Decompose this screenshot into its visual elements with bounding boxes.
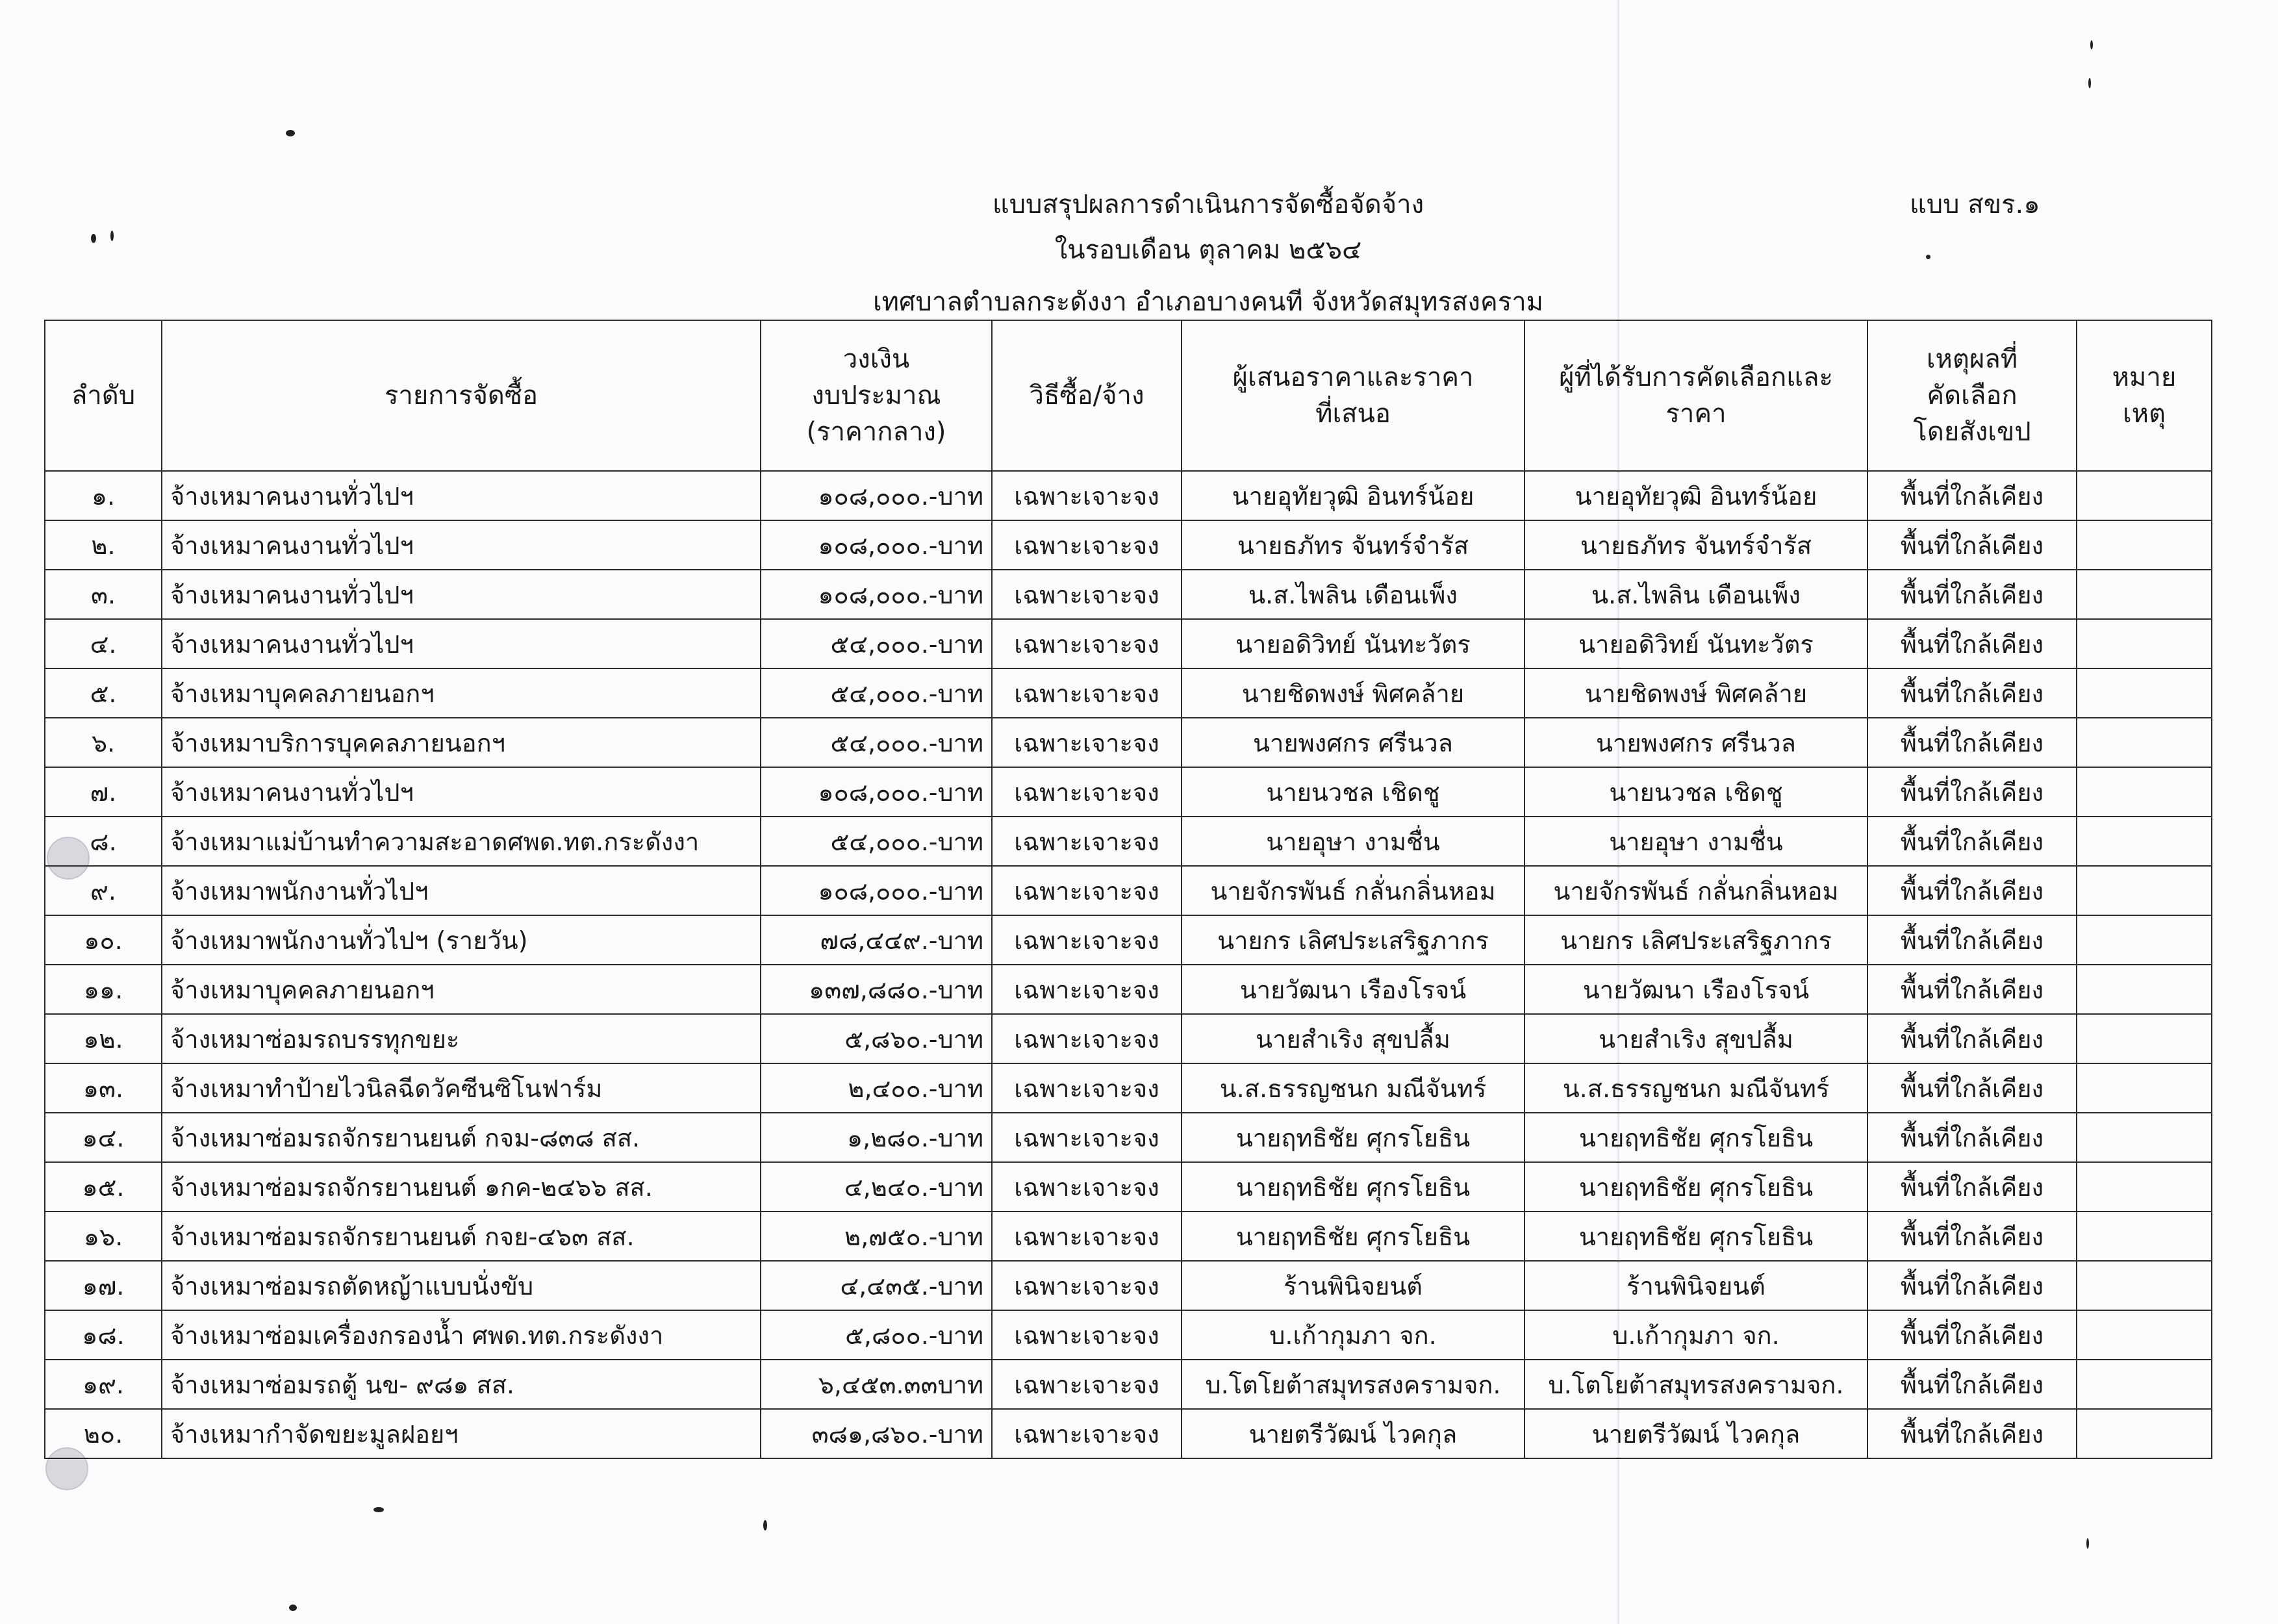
budget-amount: ๕,๘๖๐.-บาท	[761, 1014, 992, 1063]
selection-reason: พื้นที่ใกล้เคียง	[1867, 1261, 2077, 1310]
row-number: ๑๘.	[45, 1310, 162, 1360]
row-number: ๑๓.	[45, 1063, 162, 1113]
table-header-row	[45, 320, 2212, 471]
budget-amount: ๑๐๘,๐๐๐.-บาท	[761, 767, 992, 817]
row-number: ๙.	[45, 866, 162, 915]
procurement-method: เฉพาะเจาะจง	[992, 1261, 1182, 1310]
procurement-method: เฉพาะเจาะจง	[992, 915, 1182, 965]
item-description: จ้างเหมาทำป้ายไวนิลฉีดวัคซีนซิโนฟาร์ม	[162, 1063, 761, 1113]
table-row	[45, 1113, 2212, 1162]
procurement-method: เฉพาะเจาะจง	[992, 520, 1182, 570]
bidder-name: นายกร เลิศประเสริฐภากร	[1182, 915, 1525, 965]
budget-amount: ๔,๒๔๐.-บาท	[761, 1162, 992, 1212]
row-number: ๔.	[45, 619, 162, 668]
bidder-name: นายวัฒนา เรืองโรจน์	[1182, 965, 1525, 1014]
remark	[2077, 915, 2212, 965]
item-description: จ้างเหมาพนักงานทั่วไปฯ	[162, 866, 761, 915]
row-number: ๑๙.	[45, 1360, 162, 1409]
budget-amount: ๕๔,๐๐๐.-บาท	[761, 718, 992, 767]
budget-amount: ๑๐๘,๐๐๐.-บาท	[761, 866, 992, 915]
table-row	[45, 1310, 2212, 1360]
header-bidders: ผู้เสนอราคาและราคา ที่เสนอ	[1182, 320, 1525, 471]
selected-vendor: บ.เก้ากุมภา จก.	[1525, 1310, 1867, 1360]
procurement-method: เฉพาะเจาะจง	[992, 570, 1182, 619]
scan-speck	[91, 234, 96, 243]
row-number: ๑๑.	[45, 965, 162, 1014]
remark	[2077, 1360, 2212, 1409]
budget-amount: ๕๔,๐๐๐.-บาท	[761, 817, 992, 866]
procurement-method: เฉพาะเจาะจง	[992, 1212, 1182, 1261]
table-row	[45, 915, 2212, 965]
selected-vendor: นายฤทธิชัย ศุกรโยธิน	[1525, 1212, 1867, 1261]
item-description: จ้างเหมาคนงานทั่วไปฯ	[162, 570, 761, 619]
remark	[2077, 866, 2212, 915]
remark	[2077, 767, 2212, 817]
procurement-method: เฉพาะเจาะจง	[992, 767, 1182, 817]
bidder-name: บ.เก้ากุมภา จก.	[1182, 1310, 1525, 1360]
budget-amount: ๒,๗๕๐.-บาท	[761, 1212, 992, 1261]
item-description: จ้างเหมาคนงานทั่วไปฯ	[162, 520, 761, 570]
bidder-name: นายสำเริง สุขปลื้ม	[1182, 1014, 1525, 1063]
scan-speck	[110, 231, 114, 241]
row-number: ๑๐.	[45, 915, 162, 965]
budget-amount: ๖,๔๕๓.๓๓บาท	[761, 1360, 992, 1409]
budget-amount: ๑๓๗,๘๘๐.-บาท	[761, 965, 992, 1014]
scan-speck	[763, 1520, 767, 1530]
selection-reason: พื้นที่ใกล้เคียง	[1867, 570, 2077, 619]
selected-vendor: นายวัฒนา เรืองโรจน์	[1525, 965, 1867, 1014]
selection-reason: พื้นที่ใกล้เคียง	[1867, 1212, 2077, 1261]
row-number: ๓.	[45, 570, 162, 619]
remark	[2077, 520, 2212, 570]
selected-vendor: นายอุทัยวุฒิ อินทร์น้อย	[1525, 471, 1867, 520]
bidder-name: น.ส.ธรรญชนก มณีจันทร์	[1182, 1063, 1525, 1113]
procurement-method: เฉพาะเจาะจง	[992, 1063, 1182, 1113]
item-description: จ้างเหมาคนงานทั่วไปฯ	[162, 619, 761, 668]
bidder-name: นายพงศกร ศรีนวล	[1182, 718, 1525, 767]
bidder-name: นายฤทธิชัย ศุกรโยธิน	[1182, 1162, 1525, 1212]
header-no: ลำดับ	[45, 320, 162, 471]
bidder-name: นายอุทัยวุฒิ อินทร์น้อย	[1182, 471, 1525, 520]
selection-reason: พื้นที่ใกล้เคียง	[1867, 471, 2077, 520]
bidder-name: นายนวชล เชิดชู	[1182, 767, 1525, 817]
table-row	[45, 1360, 2212, 1409]
procurement-method: เฉพาะเจาะจง	[992, 1113, 1182, 1162]
remark	[2077, 1261, 2212, 1310]
bidder-name: นายอดิวิทย์ นันทะวัตร	[1182, 619, 1525, 668]
remark	[2077, 471, 2212, 520]
selection-reason: พื้นที่ใกล้เคียง	[1867, 866, 2077, 915]
selected-vendor: ร้านพินิจยนต์	[1525, 1261, 1867, 1310]
selection-reason: พื้นที่ใกล้เคียง	[1867, 619, 2077, 668]
document-organization: เทศบาลตำบลกระดังงา อำเภอบางคนที จังหวัดสมุทรสงคราม	[872, 287, 1544, 317]
table-row	[45, 1261, 2212, 1310]
row-number: ๑๔.	[45, 1113, 162, 1162]
budget-amount: ๓๘๑,๘๖๐.-บาท	[761, 1409, 992, 1458]
remark	[2077, 817, 2212, 866]
row-number: ๑๖.	[45, 1212, 162, 1261]
selected-vendor: น.ส.ธรรญชนก มณีจันทร์	[1525, 1063, 1867, 1113]
bidder-name: นายอุษา งามชื่น	[1182, 817, 1525, 866]
procurement-method: เฉพาะเจาะจง	[992, 471, 1182, 520]
selected-vendor: นายนวชล เชิดชู	[1525, 767, 1867, 817]
row-number: ๑.	[45, 471, 162, 520]
selected-vendor: นายกร เลิศประเสริฐภากร	[1525, 915, 1867, 965]
selection-reason: พื้นที่ใกล้เคียง	[1867, 1409, 2077, 1458]
budget-amount: ๕,๘๐๐.-บาท	[761, 1310, 992, 1360]
row-number: ๑๒.	[45, 1014, 162, 1063]
remark	[2077, 1212, 2212, 1261]
table-row	[45, 520, 2212, 570]
procurement-method: เฉพาะเจาะจง	[992, 1162, 1182, 1212]
row-number: ๑๕.	[45, 1162, 162, 1212]
selected-vendor: นายจักรพันธ์ กลั่นกลิ่นหอม	[1525, 866, 1867, 915]
scan-speck	[1926, 255, 1930, 259]
scan-speck	[373, 1507, 384, 1512]
budget-amount: ๑๐๘,๐๐๐.-บาท	[761, 471, 992, 520]
row-number: ๘.	[45, 817, 162, 866]
table-row	[45, 619, 2212, 668]
table-row	[45, 718, 2212, 767]
item-description: จ้างเหมาซ่อมรถจักรยานยนต์ ๑กค-๒๔๖๖ สส.	[162, 1162, 761, 1212]
remark	[2077, 1063, 2212, 1113]
bidder-name: ร้านพินิจยนต์	[1182, 1261, 1525, 1310]
item-description: จ้างเหมาบริการบุคคลภายนอกฯ	[162, 718, 761, 767]
selection-reason: พื้นที่ใกล้เคียง	[1867, 520, 2077, 570]
table-row	[45, 1063, 2212, 1113]
row-number: ๒.	[45, 520, 162, 570]
procurement-method: เฉพาะเจาะจง	[992, 866, 1182, 915]
selected-vendor: นายสำเริง สุขปลื้ม	[1525, 1014, 1867, 1063]
item-description: จ้างเหมาพนักงานทั่วไปฯ (รายวัน)	[162, 915, 761, 965]
item-description: จ้างเหมาซ่อมรถจักรยานยนต์ กจม-๘๓๘ สส.	[162, 1113, 761, 1162]
remark	[2077, 668, 2212, 718]
selection-reason: พื้นที่ใกล้เคียง	[1867, 1113, 2077, 1162]
bidder-name: นายฤทธิชัย ศุกรโยธิน	[1182, 1113, 1525, 1162]
table-row	[45, 1162, 2212, 1212]
bidder-name: นายตรีวัฒน์ ไวคกุล	[1182, 1409, 1525, 1458]
item-description: จ้างเหมากำจัดขยะมูลฝอยฯ	[162, 1409, 761, 1458]
row-number: ๗.	[45, 767, 162, 817]
row-number: ๑๗.	[45, 1261, 162, 1310]
item-description: จ้างเหมาซ่อมรถตัดหญ้าแบบนั่งขับ	[162, 1261, 761, 1310]
table-row	[45, 767, 2212, 817]
table-row	[45, 668, 2212, 718]
selection-reason: พื้นที่ใกล้เคียง	[1867, 965, 2077, 1014]
selection-reason: พื้นที่ใกล้เคียง	[1867, 915, 2077, 965]
selected-vendor: นายธภัทร จันทร์จำรัส	[1525, 520, 1867, 570]
selected-vendor: น.ส.ไพลิน เดือนเพ็ง	[1525, 570, 1867, 619]
item-description: จ้างเหมาบุคคลภายนอกฯ	[162, 965, 761, 1014]
bidder-name: นายจักรพันธ์ กลั่นกลิ่นหอม	[1182, 866, 1525, 915]
budget-amount: ๕๔,๐๐๐.-บาท	[761, 668, 992, 718]
row-number: ๕.	[45, 668, 162, 718]
selection-reason: พื้นที่ใกล้เคียง	[1867, 1360, 2077, 1409]
budget-amount: ๒,๔๐๐.-บาท	[761, 1063, 992, 1113]
budget-amount: ๑๐๘,๐๐๐.-บาท	[761, 520, 992, 570]
item-description: จ้างเหมาซ่อมรถบรรทุกขยะ	[162, 1014, 761, 1063]
table-row	[45, 570, 2212, 619]
remark	[2077, 718, 2212, 767]
row-number: ๖.	[45, 718, 162, 767]
remark	[2077, 1162, 2212, 1212]
selection-reason: พื้นที่ใกล้เคียง	[1867, 1310, 2077, 1360]
table-row	[45, 1014, 2212, 1063]
selection-reason: พื้นที่ใกล้เคียง	[1867, 1162, 2077, 1212]
scan-speck	[289, 1605, 297, 1611]
selected-vendor: นายอุษา งามชื่น	[1525, 817, 1867, 866]
procurement-method: เฉพาะเจาะจง	[992, 1014, 1182, 1063]
table-row	[45, 866, 2212, 915]
header-item: รายการจัดซื้อ	[162, 320, 761, 471]
item-description: จ้างเหมาคนงานทั่วไปฯ	[162, 767, 761, 817]
selection-reason: พื้นที่ใกล้เคียง	[1867, 1063, 2077, 1113]
header-remark: หมาย เหตุ	[2077, 320, 2212, 471]
budget-amount: ๗๘,๔๔๙.-บาท	[761, 915, 992, 965]
scan-speck	[2090, 40, 2093, 49]
budget-amount: ๔,๔๓๕.-บาท	[761, 1261, 992, 1310]
item-description: จ้างเหมาคนงานทั่วไปฯ	[162, 471, 761, 520]
selection-reason: พื้นที่ใกล้เคียง	[1867, 817, 2077, 866]
form-code: แบบ สขร.๑	[1910, 190, 2040, 220]
item-description: จ้างเหมาบุคคลภายนอกฯ	[162, 668, 761, 718]
header-reason: เหตุผลที่ คัดเลือก โดยสังเขป	[1867, 320, 2077, 471]
item-description: จ้างเหมาซ่อมรถตู้ นข- ๙๘๑ สส.	[162, 1360, 761, 1409]
selection-reason: พื้นที่ใกล้เคียง	[1867, 1014, 2077, 1063]
remark	[2077, 1113, 2212, 1162]
table-row	[45, 1212, 2212, 1261]
procurement-method: เฉพาะเจาะจง	[992, 668, 1182, 718]
selected-vendor: นายอดิวิทย์ นันทะวัตร	[1525, 619, 1867, 668]
item-description: จ้างเหมาซ่อมเครื่องกรองน้ำ ศพด.ทต.กระดังงา	[162, 1310, 761, 1360]
selected-vendor: นายตรีวัฒน์ ไวคกุล	[1525, 1409, 1867, 1458]
procurement-method: เฉพาะเจาะจง	[992, 965, 1182, 1014]
remark	[2077, 1409, 2212, 1458]
remark	[2077, 570, 2212, 619]
remark	[2077, 965, 2212, 1014]
procurement-method: เฉพาะเจาะจง	[992, 718, 1182, 767]
selection-reason: พื้นที่ใกล้เคียง	[1867, 668, 2077, 718]
bidder-name: นายฤทธิชัย ศุกรโยธิน	[1182, 1212, 1525, 1261]
table-row	[45, 965, 2212, 1014]
selected-vendor: นายพงศกร ศรีนวล	[1525, 718, 1867, 767]
procurement-method: เฉพาะเจาะจง	[992, 1409, 1182, 1458]
header-selected: ผู้ที่ได้รับการคัดเลือกและ ราคา	[1525, 320, 1867, 471]
budget-amount: ๕๔,๐๐๐.-บาท	[761, 619, 992, 668]
procurement-summary-table	[44, 320, 2212, 1459]
selected-vendor: นายชิดพงษ์ พิศคล้าย	[1525, 668, 1867, 718]
table-row	[45, 471, 2212, 520]
item-description: จ้างเหมาแม่บ้านทำความสะอาดศพด.ทต.กระดังงา	[162, 817, 761, 866]
selected-vendor: บ.โตโยต้าสมุทรสงครามจก.	[1525, 1360, 1867, 1409]
budget-amount: ๑๐๘,๐๐๐.-บาท	[761, 570, 992, 619]
table-row	[45, 817, 2212, 866]
selection-reason: พื้นที่ใกล้เคียง	[1867, 718, 2077, 767]
document-period: ในรอบเดือน ตุลาคม ๒๕๖๔	[1054, 235, 1362, 265]
item-description: จ้างเหมาซ่อมรถจักรยานยนต์ กจย-๔๖๓ สส.	[162, 1212, 761, 1261]
scan-speck	[2086, 1538, 2089, 1549]
selected-vendor: นายฤทธิชัย ศุกรโยธิน	[1525, 1162, 1867, 1212]
bidder-name: นายธภัทร จันทร์จำรัส	[1182, 520, 1525, 570]
scan-speck	[286, 130, 295, 136]
remark	[2077, 619, 2212, 668]
bidder-name: บ.โตโยต้าสมุทรสงครามจก.	[1182, 1360, 1525, 1409]
document-title: แบบสรุปผลการดำเนินการจัดซื้อจัดจ้าง	[992, 190, 1424, 220]
remark	[2077, 1310, 2212, 1360]
scan-speck	[2088, 78, 2091, 88]
bidder-name: น.ส.ไพลิน เดือนเพ็ง	[1182, 570, 1525, 619]
procurement-method: เฉพาะเจาะจง	[992, 619, 1182, 668]
bidder-name: นายชิดพงษ์ พิศคล้าย	[1182, 668, 1525, 718]
selection-reason: พื้นที่ใกล้เคียง	[1867, 767, 2077, 817]
remark	[2077, 1014, 2212, 1063]
procurement-method: เฉพาะเจาะจง	[992, 1360, 1182, 1409]
budget-amount: ๑,๒๘๐.-บาท	[761, 1113, 992, 1162]
selected-vendor: นายฤทธิชัย ศุกรโยธิน	[1525, 1113, 1867, 1162]
header-method: วิธีซื้อ/จ้าง	[992, 320, 1182, 471]
procurement-method: เฉพาะเจาะจง	[992, 1310, 1182, 1360]
table-row	[45, 1409, 2212, 1458]
header-budget: วงเงิน งบประมาณ (ราคากลาง)	[761, 320, 992, 471]
row-number: ๒๐.	[45, 1409, 162, 1458]
procurement-method: เฉพาะเจาะจง	[992, 817, 1182, 866]
